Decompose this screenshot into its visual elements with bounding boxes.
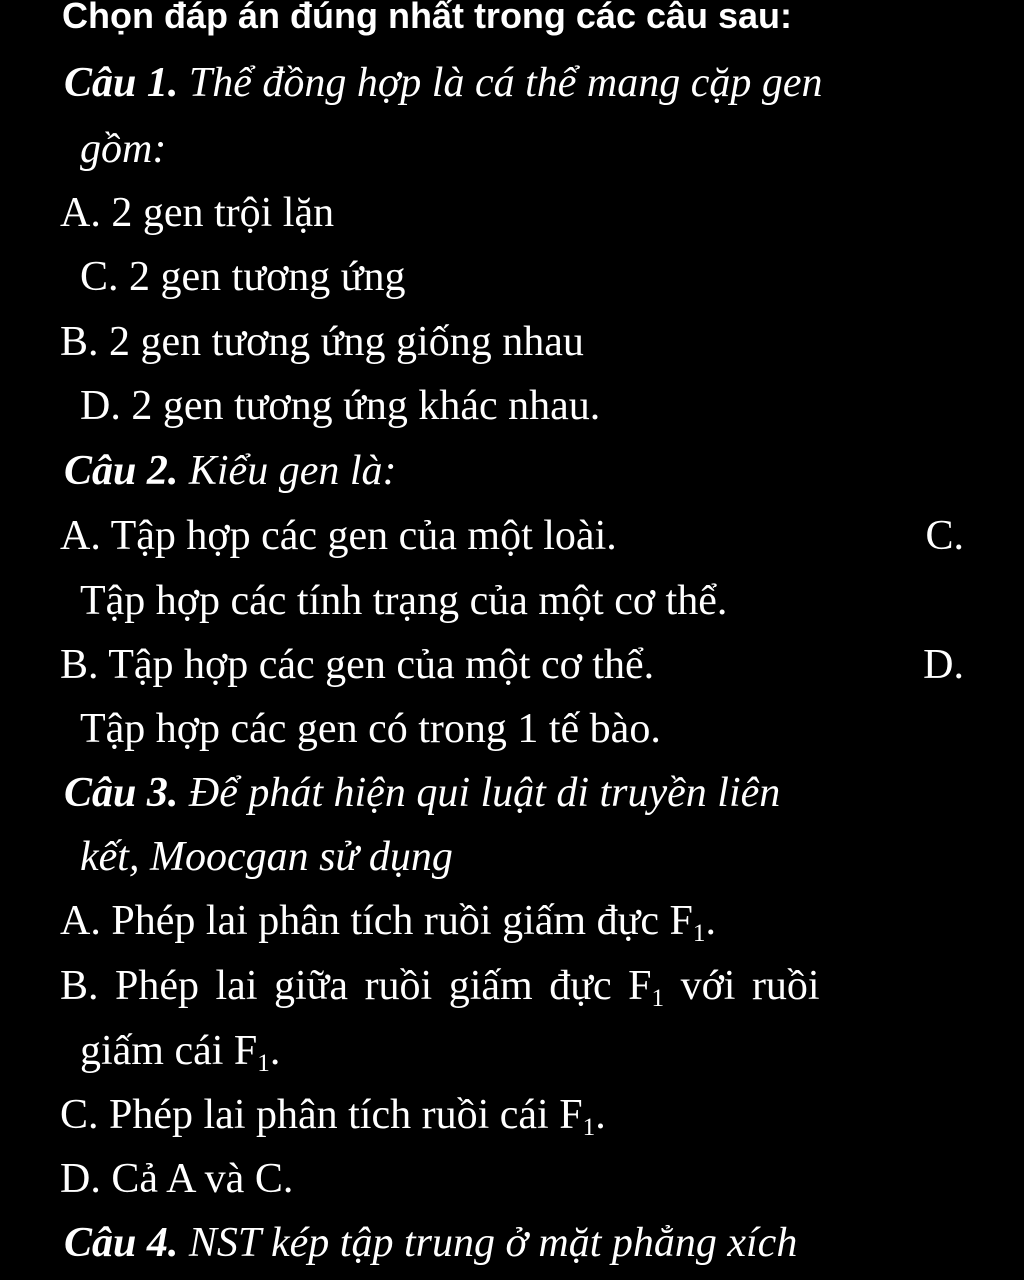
- question-2-number: Câu 2.: [64, 448, 179, 494]
- question-1-option-b: B. 2 gen tương ứng giống nhau: [60, 319, 584, 365]
- question-1-line-1: [64, 62, 823, 104]
- question-4-text: NST kép tập trung ở mặt phẳng xích: [178, 1220, 798, 1266]
- question-3-line-1: [64, 772, 968, 814]
- question-1-number: Câu 1.: [64, 60, 179, 106]
- question-1-option-a: A. 2 gen trội lặn: [60, 190, 335, 236]
- question-2-option-d-label: D.: [923, 642, 964, 688]
- question-3-text: Để phát hiện qui luật di truyền liên: [178, 770, 781, 816]
- question-3-line-2: kết, Moocgan sử dụng: [80, 834, 453, 880]
- question-2-row-b-d: [60, 644, 964, 686]
- question-3-option-c: C. Phép lai phân tích ruồi cái $F_1$.: [60, 1092, 606, 1142]
- question-3-number: Câu 3.: [64, 770, 179, 816]
- question-4-line: [64, 1222, 797, 1264]
- question-1-option-d: D. 2 gen tương ứng khác nhau.: [80, 383, 601, 429]
- question-2-line: [64, 450, 397, 492]
- question-4-number: Câu 4.: [64, 1220, 179, 1266]
- question-2-option-d-text: Tập hợp các gen có trong 1 tế bào.: [80, 706, 661, 752]
- question-3-option-a: A. Phép lai phân tích ruồi giấm đực $F_1$.: [60, 898, 716, 948]
- question-2-option-b: B. Tập hợp các gen của một cơ thể.: [60, 642, 655, 688]
- question-2-option-c-text: Tập hợp các tính trạng của một cơ thể.: [80, 578, 728, 624]
- question-1-text: Thể đồng hợp là cá thể mang cặp gen: [178, 60, 823, 106]
- question-2-option-a: A. Tập hợp các gen của một loài.: [60, 513, 617, 559]
- question-1-option-c: C. 2 gen tương ứng: [80, 254, 406, 300]
- instruction-header: Chọn đáp án đúng nhất trong các câu sau:: [62, 0, 793, 36]
- question-2-option-c-label: C.: [925, 513, 964, 559]
- question-3-option-b: B. Phép lai giữa ruồi giấm đực $F_1$ với ruồi: [60, 963, 820, 1013]
- question-1-line-2: gồm:: [80, 126, 167, 172]
- question-3-option-d: D. Cả A và C.: [60, 1156, 294, 1202]
- question-2-text: Kiểu gen là:: [178, 448, 397, 494]
- question-3-option-b-cont: giấm cái $F_1$.: [80, 1028, 281, 1078]
- question-2-row-a-c: [60, 515, 964, 557]
